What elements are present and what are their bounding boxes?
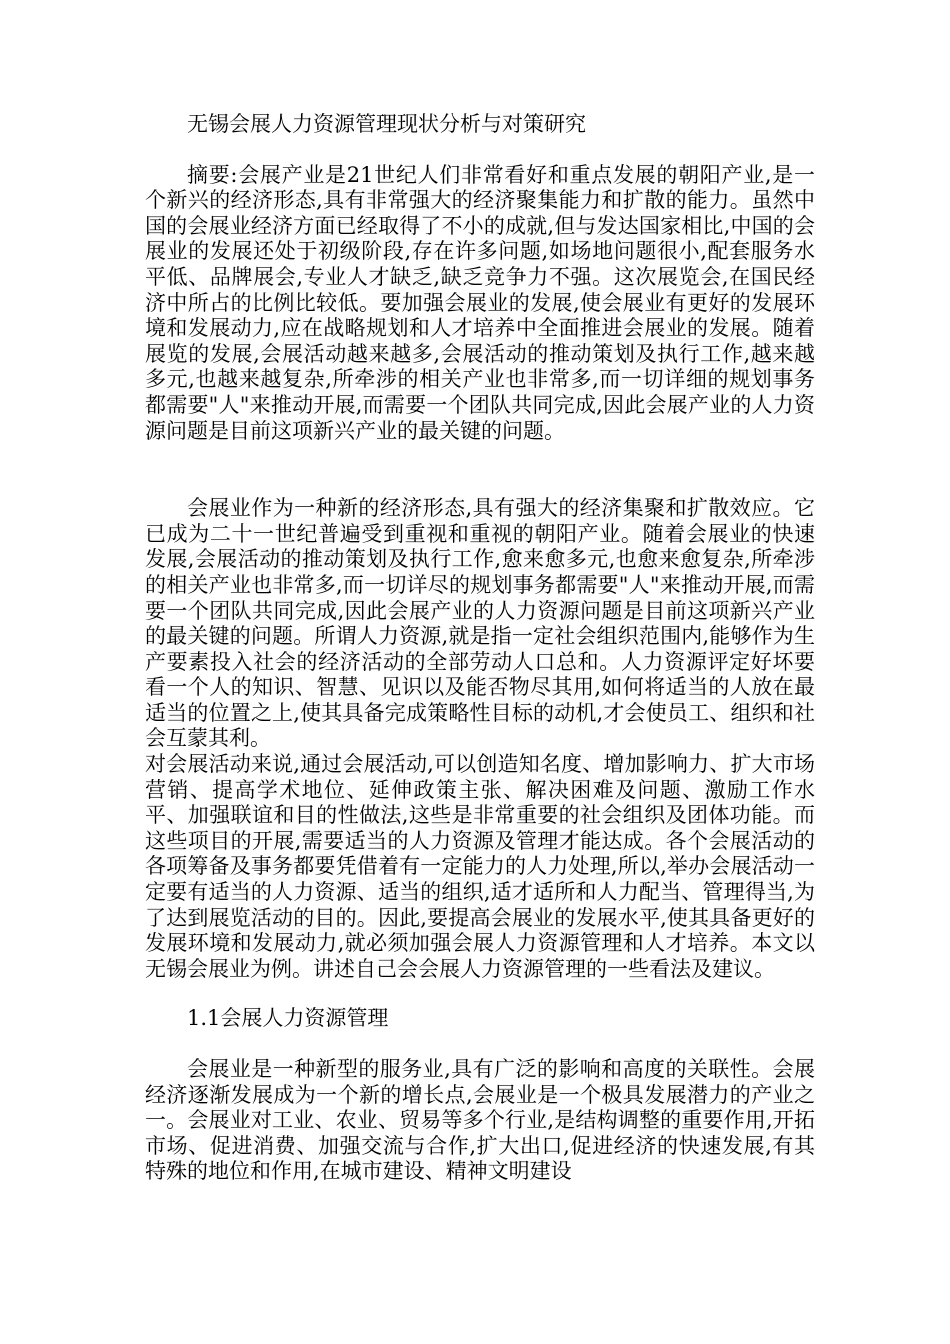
body-paragraph-1: 会展业作为一种新的经济形态,具有强大的经济集聚和扩散效应。它已成为二十一世纪普遍受到重视和重视的朝阳产业。随着会展业的快速发展,会展活动的推动策划及执行工作,愈来愈多元,也愈来愈复杂,所牵涉的相关产业也非常多,而一切详尽的规划事务都需要"人"来推动开展,而需要一个团队共同完成,因此会展产业的人力资源问题是目前这项新兴产业的最关键的问题。所谓人力资源,就是指一定社会组织范围内,能够作为生产要素投入社会的经济活动的全部劳动人口总和。人力资源评定好坏要看一个人的知识、智慧、见识以及能否物尽其用,如何将适当的人放在最适当的位置之上,使其具备完成策略性目标的动机,才会使员工、组织和社会互蒙其利。 (145, 496, 815, 751)
body-paragraph-3: 会展业是一种新型的服务业,具有广泛的影响和高度的关联性。会展经济逐渐发展成为一个新的增长点,会展业是一个极具发展潜力的产业之一。会展业对工业、农业、贸易等多个行业,是结构调整的重要作用,开拓市场、促进消费、加强交流与合作,扩大出口,促进经济的快速发展,有其特殊的地位和作用,在城市建设、精神文明建设 (145, 1057, 815, 1184)
document-page (145, 112, 815, 1185)
body-paragraph-2: 对会展活动来说,通过会展活动,可以创造知名度、增加影响力、扩大市场营销、提高学术地位、延伸政策主张、解决困难及问题、激励工作水平、加强联谊和目的性做法,这些是非常重要的社会组织及团体功能。而这些项目的开展,需要适当的人力资源及管理才能达成。各个会展活动的各项筹备及事务都要凭借着有一定能力的人力处理,所以,举办会展活动一定要有适当的人力资源、适当的组织,适才适所和人力配当、管理得当,为了达到展览活动的目的。因此,要提高会展业的发展水平,使其具备更好的发展环境和发展动力,就必须加强会展人力资源管理和人才培养。本文以无锡会展业为例。讲述自己会会展人力资源管理的一些看法及建议。 (145, 752, 815, 981)
document-title: 无锡会展人力资源管理现状分析与对策研究 (187, 112, 586, 136)
abstract-paragraph: 摘要:会展产业是21世纪人们非常看好和重点发展的朝阳产业,是一个新兴的经济形态,具有非常强大的经济聚集能力和扩散的能力。虽然中国的会展业经济方面已经取得了不小的成就,但与发达国家相比,中国的会展业的发展还处于初级阶段,存在许多问题,如场地问题很小,配套服务水平低、品牌展会,专业人才缺乏,缺乏竞争力不强。这次展览会,在国民经济中所占的比例比较低。要加强会展业的发展,使会展业有更好的发展环境和发展动力,应在战略规划和人才培养中全面推进会展业的发展。随着展览的发展,会展活动越来越多,会展活动的推动策划及执行工作,越来越多元,也越来越复杂,所牵涉的相关产业也非常多,而一切详细的规划事务都需要"人"来推动开展,而需要一个团队共同完成,因此会展产业的人力资源问题是目前这项新兴产业的最关键的问题。 (145, 162, 815, 443)
section-heading: 1.1会展人力资源管理 (187, 1006, 389, 1031)
